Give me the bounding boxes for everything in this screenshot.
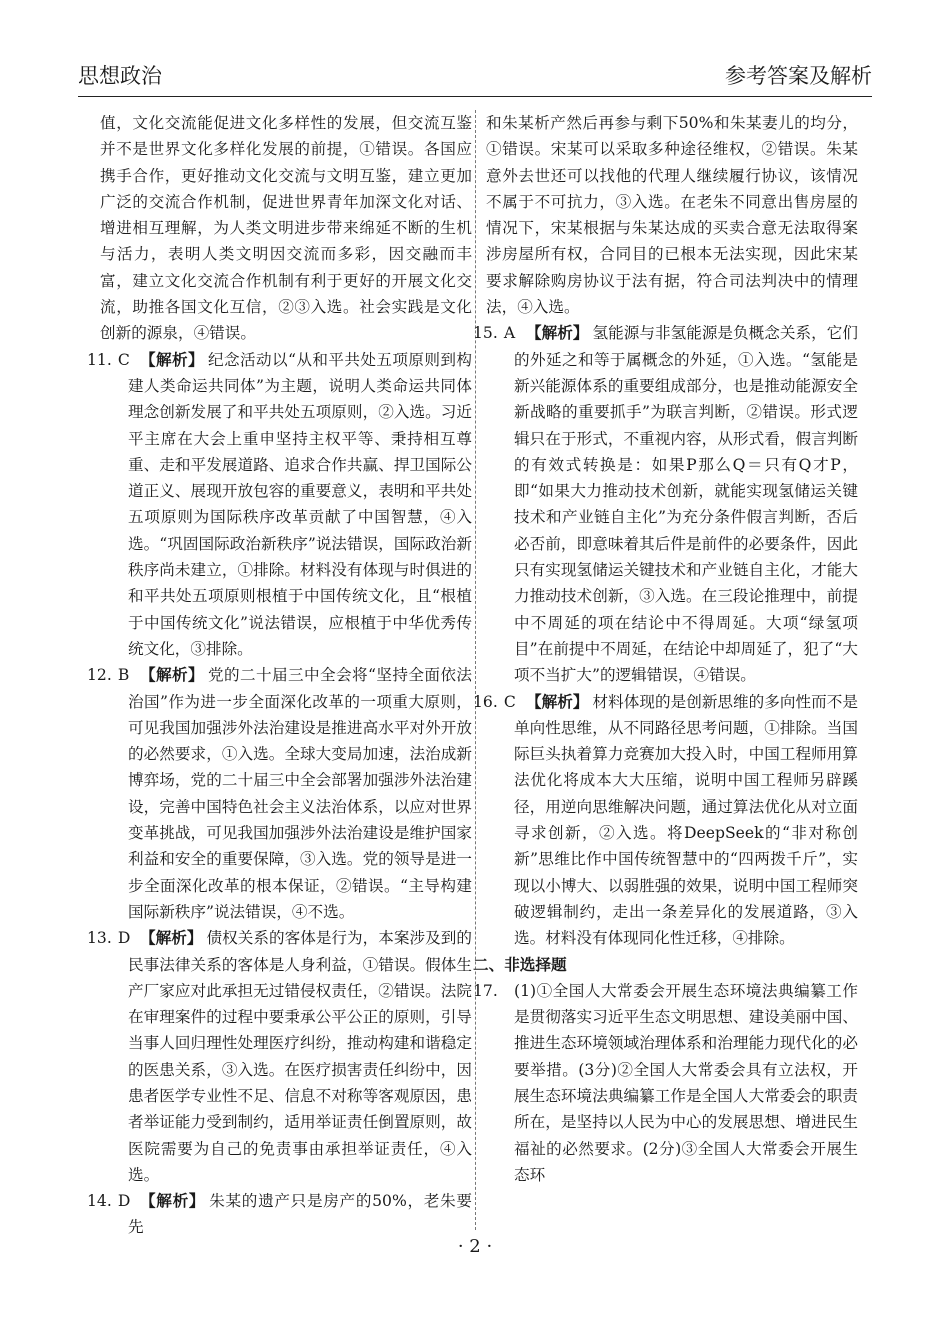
item-number: 17.: [473, 981, 498, 1000]
analysis-tag: 【解析】: [526, 691, 589, 711]
left-column: [87, 110, 472, 1241]
item-answer: C: [503, 692, 516, 711]
item-number: 16.: [473, 692, 498, 711]
answer-item-14: [87, 1188, 472, 1241]
section-heading: 二、非选择题: [473, 954, 567, 974]
item-answer: D: [117, 929, 131, 948]
item-text: (1)①全国人大常委会开展生态环境法典编纂工作是贯彻落实习近平生态文明思想、建设美丽中国、推进生态环境领域治理体系和治理能力现代化的必要举措。(3分)②全国人大常委会具有立法权，开展生态环境法典编纂工作是全国人大常委会的职责所在，是坚持以人民为中心的发展思想、增进民生福祉的必然要求。(2分)③全国人大常委会开展生态环: [514, 981, 858, 1184]
continued-paragraph: 和朱某析产然后再参与剩下50%和朱某妻儿的均分，①错误。宋某可以采取多种途径维权，②错误。朱某意外去世还可以找他的代理人继续履行协议，该情况不属于不可抗力，③入选。在老朱不同意出售房屋的情况下，宋某根据与朱某达成的买卖合意无法取得案涉房屋所有权，合同目的已根本无法实现，因此宋某要求解除购房协议于法有据，符合司法判决中的情理法，④入选。: [486, 114, 858, 317]
item-number: 12.: [87, 666, 112, 685]
item-text: 债权关系的客体是行为，本案涉及到的民事法律关系的客体是人身利益，①错误。假体生产厂家应对此承担无过错侵权责任，②错误。法院在审理案件的过程中要秉承公平公正的原则，引导当事人回归理性处理医疗纠纷，推动构建和谐稳定的医患关系，③入选。在医疗损害责任纠纷中，因患者医学专业性不足、信息不对称等客观原因，患者举证能力受到制约，适用举证责任倒置原则，故医院需要为自己的免责事由承担举证责任，④入选。: [128, 929, 472, 1184]
answer-item-15: [473, 320, 858, 688]
item-number: 11.: [87, 350, 112, 369]
answer-item-13: [87, 925, 472, 1188]
answer-item-17: [473, 978, 858, 1188]
column-divider: [475, 110, 476, 1230]
page-number: · 2 ·: [457, 1236, 493, 1257]
analysis-tag: 【解析】: [526, 323, 589, 343]
analysis-tag: 【解析】: [140, 1191, 206, 1211]
subject-title: 思想政治: [78, 64, 162, 88]
answer-item-11: [87, 347, 472, 663]
right-column: [473, 110, 858, 1188]
item-answer: A: [503, 324, 516, 343]
item-answer: B: [117, 666, 130, 685]
analysis-tag: 【解析】: [140, 665, 205, 685]
item-text: 纪念活动以“从和平共处五项原则到构建人类命运共同体”为主题，说明人类命运共同体理念创新发展了和平共处五项原则，②入选。习近平主席在大会上重申坚持主权平等、秉持相互尊重、走和平发展道路、追求合作共赢、捍卫国际公道正义、展现开放包容的重要意义，表明和平共处五项原则为国际秩序改革贡献了中国智慧，④入选。“巩固国际政治新秩序”说法错误，国际政治新秩序尚未建立，①排除。材料没有体现与时俱进的和平共处五项原则根植于中国传统文化，且“根植于中国传统文化”说法错误，应根植于中华优秀传统文化，③排除。: [128, 350, 472, 658]
analysis-tag: 【解析】: [140, 928, 203, 948]
item-text: 党的二十届三中全会将“坚持全面依法治国”作为进一步全面深化改革的一项重大原则，可见我国加强涉外法治建设是推进高水平对外开放的必然要求，①入选。全球大变局加速，法治成新博弈场，党的二十届三中全会部署加强涉外法治建设，完善中国特色社会主义法治体系，以应对世界变革挑战，可见我国加强涉外法治建设是维护国家利益和安全的重要保障，③入选。党的领导是进一步全面深化改革的根本保证，②错误。“主导构建国际新秩序”说法错误，④不选。: [128, 666, 472, 921]
analysis-tag: 【解析】: [140, 349, 205, 369]
item-text: 材料体现的是创新思维的多向性而不是单向性思维，从不同路径思考问题，①排除。当国际巨头执着算力竞赛加大投入时，中国工程师用算法优化将成本大大压缩，说明中国工程师另辟蹊径，用逆向思维解决问题，通过算法优化从对立面寻求创新，②入选。将DeepSeek的“非对称创新”思维比作中国传统智慧中的“四两拨千斤”，实现以小博大、以弱胜强的效果，说明中国工程师突破逻辑制约，走出一条差异化的发展道路，③入选。材料没有体现同化性迁移，④排除。: [514, 692, 858, 948]
page-header: [78, 60, 872, 92]
answer-item-12: [87, 662, 472, 925]
item-text: 朱某的遗产只是房产的50%，老朱要先: [128, 1192, 472, 1237]
header-rule: [78, 96, 872, 97]
continued-paragraph: 值，文化交流能促进文化多样性的发展，但交流互鉴并不是世界文化多样化发展的前提，①错误。各国应携手合作，更好推动文化交流与文明互鉴，建立更加广泛的交流合作机制，促进世界青年加深文化对话、增进相互理解，为人类文明进步带来绵延不断的生机与活力，表明人类文明因交流而多彩，因交融而丰富，建立文化交流合作机制有利于更好的开展文化交流，助推各国文化互信，②③入选。社会实践是文化创新的源泉，④错误。: [100, 114, 472, 343]
item-answer: D: [117, 1192, 131, 1211]
answer-item-16: [473, 689, 858, 952]
item-text: 氢能源与非氢能源是负概念关系，它们的外延之和等于属概念的外延，①入选。“氢能是新兴能源体系的重要组成部分，也是推动能源安全新战略的重要抓手”为联言判断，②错误。形式逻辑只在于形式，不重视内容，从形式看，假言判断的有效式转换是：如果P那么Q＝只有Q才P，即“如果大力推动技术创新，就能实现氢储运关键技术和产业链自主化”为充分条件假言判断，否后必否前，即意味着其后件是前件的必要条件，因此只有实现氢储运关键技术和产业链自主化，才能大力推动技术创新，③入选。在三段论推理中，前提中不周延的项在结论中不得周延。大项“绿氢项目”在前提中不周延，在结论中却周延了，犯了“大项不当扩大”的逻辑错误，④错误。: [514, 324, 858, 685]
item-number: 15.: [473, 324, 498, 343]
item-number: 13.: [87, 929, 112, 948]
document-title: 参考答案及解析: [725, 64, 872, 88]
item-answer: C: [117, 350, 130, 369]
item-number: 14.: [87, 1192, 112, 1211]
